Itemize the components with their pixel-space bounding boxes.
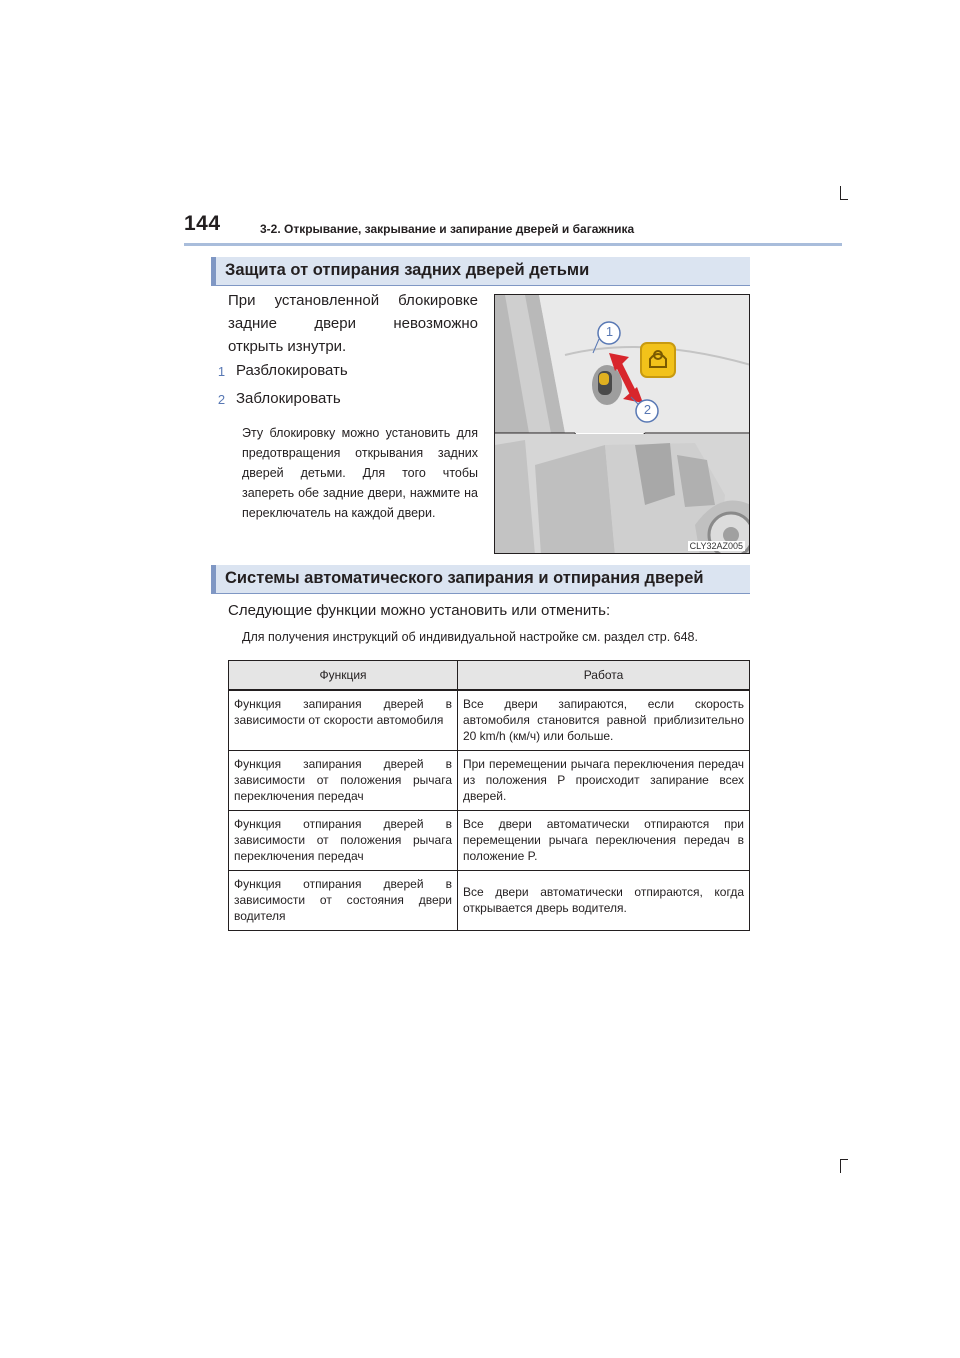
- table-row: [229, 751, 750, 811]
- intro-line-3: открыть изнутри.: [228, 338, 347, 355]
- number-1-icon: 1: [217, 364, 226, 379]
- table-cell-operation: При перемещении рычага переключения передач из положения P происходит запирание всех дверей.: [458, 751, 750, 811]
- callout-1: 1: [605, 324, 614, 339]
- crop-mark: [840, 199, 848, 200]
- item-label: Заблокировать: [236, 390, 341, 407]
- table-cell-function: Функция запирания дверей в зависимости от положения рычага переключения передач: [229, 751, 458, 811]
- table-cell-function: Функция отпирания дверей в зависимости от состояния двери водителя: [229, 871, 458, 931]
- table-cell-operation: Все двери автоматически отпираются, когда открывается дверь водителя.: [458, 871, 750, 931]
- section-heading-text: Защита от отпирания задних дверей детьми: [225, 261, 590, 279]
- item-label: Разблокировать: [236, 362, 348, 379]
- column-header-function: Функция: [229, 661, 458, 691]
- table-cell-operation: Все двери запираются, если скорость автомобиля становится равной приблизительно 20 km/h (км/ч) или больше.: [458, 690, 750, 751]
- table-cell-function: Функция отпирания дверей в зависимости от положения рычага переключения передач: [229, 811, 458, 871]
- page-number: 144: [184, 212, 221, 235]
- auto-lock-note: Для получения инструкций об индивидуальной настройке см. раздел стр. 648.: [242, 630, 698, 644]
- section-heading-text: Системы автоматического запирания и отпирания дверей: [225, 569, 704, 587]
- section-heading-auto-lock: [211, 565, 750, 594]
- intro-line-1: При установленной блокировке: [228, 292, 478, 309]
- crop-mark: [840, 1159, 848, 1160]
- number-2-icon: 2: [217, 392, 226, 407]
- intro-line-2: задние двери невозможно: [228, 315, 478, 332]
- heading-accent-bar: [211, 257, 216, 285]
- child-lock-figure: [494, 294, 750, 554]
- list-item-unlock: [215, 361, 348, 381]
- figure-code: CLY32AZ005: [689, 541, 743, 551]
- door-illustration: [495, 295, 750, 554]
- table-row: [229, 690, 750, 751]
- crop-mark: [840, 186, 841, 200]
- functions-table: [228, 660, 750, 931]
- child-lock-note: Эту блокировку можно установить для предотвращения открывания задних дверей детьми. Для того чтобы запереть обе задние двери, нажмите на переключатель на каждой двери.: [242, 426, 478, 520]
- column-header-operation: Работа: [458, 661, 750, 691]
- table-row: [229, 871, 750, 931]
- auto-lock-intro: Следующие функции можно установить или отменить:: [228, 602, 611, 619]
- table-row: [229, 811, 750, 871]
- crop-mark: [840, 1159, 841, 1173]
- table-cell-function: Функция запирания дверей в зависимости от скорости автомобиля: [229, 690, 458, 751]
- heading-accent-bar: [211, 565, 216, 593]
- table-header-row: [229, 661, 750, 691]
- header-rule: [184, 243, 842, 246]
- section-heading-child-lock: [211, 257, 750, 286]
- list-item-lock: [215, 389, 341, 409]
- callout-2: 2: [643, 402, 652, 417]
- running-header: 3-2. Открывание, закрывание и запирание дверей и багажника: [260, 222, 635, 236]
- table-cell-operation: Все двери автоматически отпираются при перемещении рычага переключения передач в положение P.: [458, 811, 750, 871]
